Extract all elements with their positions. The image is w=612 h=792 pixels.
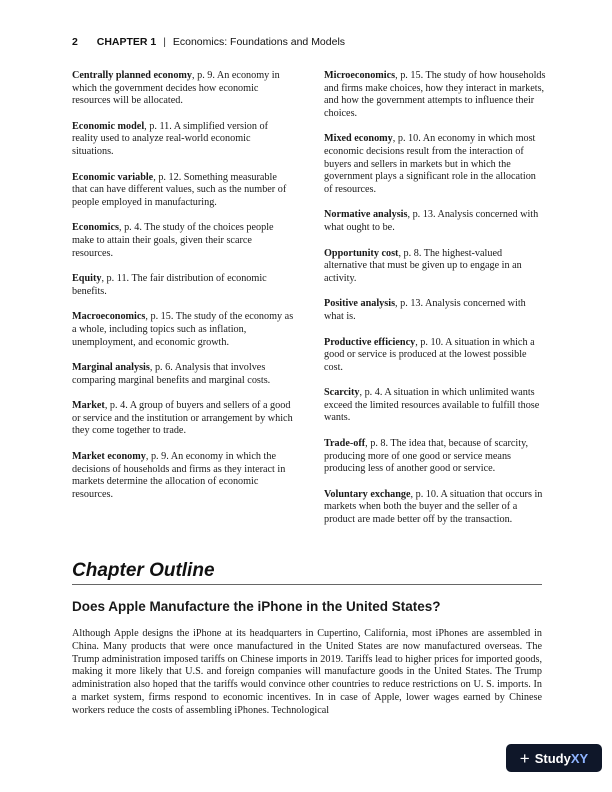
- glossary-definition: , p. 13. Analysis concerned with what is.: [324, 298, 526, 322]
- heading-divider: [72, 584, 542, 585]
- glossary-definition: , p. 4. A situation in which unlimited wants exceed the limited resources available to fulfill those wants.: [324, 387, 540, 424]
- page-number: 2: [72, 36, 78, 48]
- glossary-entry: [324, 70, 546, 120]
- glossary-definition: , p. 13. Analysis concerned with what ought to be.: [324, 209, 539, 233]
- glossary-term: Economics: [72, 222, 119, 234]
- plus-icon: +: [519, 748, 530, 768]
- glossary-term: Mixed economy: [324, 133, 393, 145]
- running-header: [72, 36, 345, 48]
- glossary-entry: [72, 222, 294, 260]
- chapter-title: Economics: Foundations and Models: [172, 36, 346, 48]
- glossary-term: Productive efficiency: [324, 336, 416, 348]
- glossary-definition: , p. 12. Something measurable that can have different values, such as the number of people employed in manufacturing.: [72, 171, 287, 208]
- glossary-term: Centrally planned economy: [72, 70, 192, 81]
- glossary-definition: , p. 10. A situation that occurs in markets when both the buyer and the seller of a product are made better off by the transaction.: [324, 488, 543, 526]
- glossary-definition: , p. 6. Analysis that involves comparing marginal benefits and marginal costs.: [72, 362, 271, 386]
- glossary-entry: [72, 70, 294, 108]
- glossary-entry: [324, 438, 546, 476]
- glossary-entry: [72, 362, 294, 387]
- chapter-label: CHAPTER 1: [96, 36, 157, 48]
- glossary-term: Equity: [72, 273, 102, 285]
- badge-xy-text: XY: [570, 750, 589, 766]
- glossary-entry: [324, 387, 546, 425]
- glossary-definition: , p. 8. The highest-valued alternative that must be given up to engage in an activity.: [324, 247, 522, 284]
- glossary-right-column: [324, 70, 546, 540]
- glossary-entry: [72, 311, 294, 349]
- glossary-entry: [72, 400, 294, 438]
- body-paragraph: Although Apple designs the iPhone at its headquarters in Cupertino, California, most iPhones are assembled in China. Many products that were once manufactured in the United States are now manufactured overseas. The Trump administration imposed tariffs on Chinese imports in 2019. Tariffs lead to higher prices for imported goods, making it more likely that U.S. and foreign companies will manufacture goods in the United States. The Trump administration also hoped that the tariffs would convince other countries to reduce restrictions on U. S. imports. In a market system, firms respond to economic incentives. In in case of Apple, lower wages earned by Chinese workers reduce the costs of assembling iPhones. Technological: [72, 628, 542, 716]
- glossary-definition: , p. 10. A situation in which a good or service is produced at the lowest possible cost.: [324, 336, 535, 373]
- glossary-definition: , p. 8. The idea that, because of scarcity, producing more of one good or service means producing less of another good or service.: [324, 438, 529, 475]
- glossary-definition: , p. 15. The study of the economy as a whole, including topics such as inflation, unemployment, and economic growth.: [72, 311, 294, 348]
- glossary-term: Market economy: [72, 451, 146, 463]
- glossary-definition: , p. 9. An economy in which the government decides how economic resources will be allocated.: [72, 70, 280, 107]
- glossary-definition: , p. 9. An economy in which the decisions of households and firms as they interact in markets determine the allocation of economic resources.: [72, 451, 286, 500]
- glossary-entry: [324, 209, 546, 234]
- glossary-term: Marginal analysis: [72, 362, 150, 374]
- glossary-term: Scarcity: [324, 387, 360, 399]
- glossary-entry: [324, 489, 546, 527]
- glossary-term: Trade-off: [324, 438, 366, 450]
- glossary-term: Microeconomics: [324, 70, 396, 81]
- glossary-entry: [324, 298, 546, 323]
- chapter-outline-heading: Chapter Outline: [72, 560, 215, 581]
- glossary-definition: , p. 4. The study of the choices people make to attain their goals, given their scarce resources.: [72, 222, 274, 259]
- glossary-term: Economic model: [72, 120, 145, 132]
- glossary-entry: [324, 337, 546, 375]
- glossary-term: Normative analysis: [324, 209, 408, 221]
- glossary-entry: [72, 273, 294, 298]
- glossary-term: Macroeconomics: [72, 311, 146, 323]
- glossary-entry: [72, 451, 294, 501]
- glossary-term: Economic variable: [72, 171, 154, 183]
- glossary-entry: [72, 121, 294, 159]
- glossary-definition: , p. 10. An economy in which most economic decisions result from the interaction of buyers and sellers in markets but in which the government plays a significant role in the allocation of resources.: [324, 133, 536, 195]
- studyxy-badge[interactable]: [506, 744, 602, 772]
- glossary-term: Positive analysis: [324, 298, 396, 310]
- glossary-definition: , p. 11. A simplified version of reality used to analyze real-world economic situations.: [72, 120, 269, 157]
- glossary-entry: [324, 133, 546, 196]
- glossary-entry: [324, 248, 546, 286]
- glossary-term: Market: [72, 400, 105, 412]
- header-separator: |: [163, 36, 166, 48]
- glossary-term: Opportunity cost: [324, 247, 399, 259]
- badge-study-text: Study: [534, 750, 571, 766]
- glossary-definition: , p. 11. The fair distribution of economic benefits.: [72, 273, 267, 297]
- glossary-term: Voluntary exchange: [324, 488, 411, 500]
- glossary-definition: , p. 4. A group of buyers and sellers of a good or service and the institution or arrangement by which they come together to trade.: [72, 400, 293, 437]
- glossary-left-column: [72, 70, 294, 514]
- glossary-definition: , p. 15. The study of how households and firms make choices, how they interact in markets, and how the government attempts to influence their choices.: [324, 70, 546, 119]
- glossary-entry: [72, 172, 294, 210]
- section-heading: Does Apple Manufacture the iPhone in the United States?: [72, 599, 441, 614]
